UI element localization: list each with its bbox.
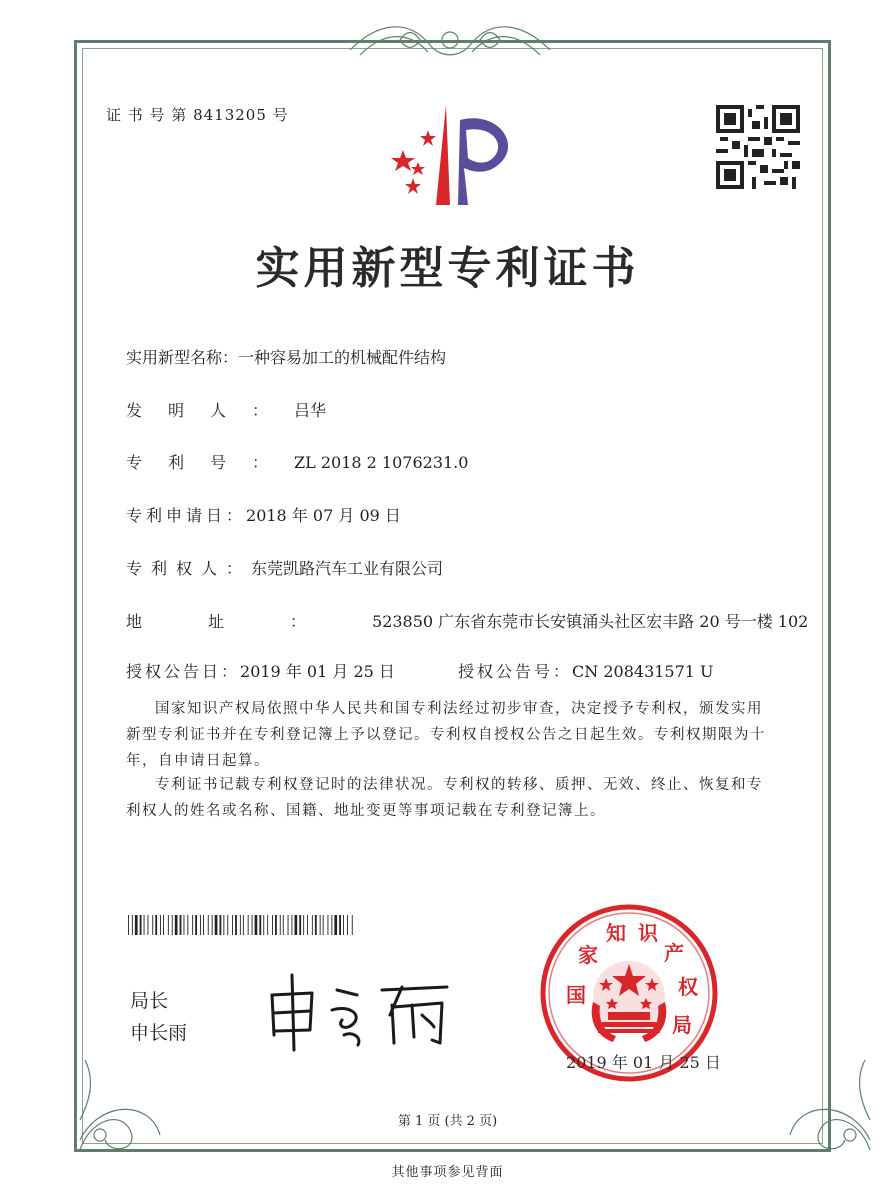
grant-number-row <box>458 659 714 682</box>
utility-model-name-value: 一种容易加工的机械配件结构 <box>238 348 447 367</box>
grant-date-row <box>126 659 395 682</box>
utility-model-name-row <box>126 345 446 368</box>
seal-char-6: 权 <box>678 975 698 999</box>
director-title: 局长 <box>130 990 169 1012</box>
cnipa-logo-icon <box>388 100 523 210</box>
barcode <box>128 915 353 935</box>
seal-char-4: 识 <box>638 921 658 945</box>
filing-date-value: 2018 年 07 月 09 日 <box>246 506 401 525</box>
inventor-label: 发明人： <box>126 401 295 420</box>
address-row <box>126 609 808 632</box>
seal-char-2: 家 <box>578 943 598 967</box>
utility-model-name-label: 实用新型名称： <box>126 348 239 367</box>
seal-char-7: 局 <box>672 1013 692 1037</box>
patentee-value: 东莞凯路汽车工业有限公司 <box>251 559 444 578</box>
legal-status-paragraph: 专利证书记载专利权登记时的法律状况。专利权的转移、质押、无效、终止、恢复和专利权人的姓名或名称、国籍、地址变更等事项记载在专利登记簿上。 <box>126 777 763 819</box>
patent-number-value: ZL 2018 2 1076231.0 <box>294 453 469 472</box>
filing-date-row <box>126 503 401 526</box>
inventor-value: 吕华 <box>294 401 327 420</box>
address-value: 523850 广东省东莞市长安镇涌头社区宏丰路 20 号一楼 102 <box>372 612 809 631</box>
footer-note: 其他事项参见背面 <box>391 1165 504 1180</box>
grant-date-value: 2019 年 01 月 25 日 <box>240 662 395 681</box>
inventor-row <box>126 398 326 421</box>
qr-code <box>716 105 800 189</box>
seal-char-3: 知 <box>606 921 626 945</box>
seal-date: 2019 年 01 月 25 日 <box>566 1053 721 1072</box>
bottom-right-ornament <box>770 1040 880 1160</box>
patentee-row <box>126 556 443 579</box>
top-ornament <box>340 10 560 70</box>
director-name: 申长雨 <box>130 1022 188 1044</box>
page-indicator: 第 1 页 (共 2 页) <box>397 1114 498 1129</box>
grant-number-value: CN 208431571 U <box>572 662 714 681</box>
patent-number-label: 专利号： <box>126 453 295 472</box>
director-signature <box>262 965 462 1055</box>
filing-date-label: 专利申请日： <box>126 506 247 525</box>
address-label: 地址： <box>126 612 373 631</box>
grant-statement-paragraph: 国家知识产权局依照中华人民共和国专利法经过初步审查，决定授予专利权，颁发实用新型专利证书并在专利登记簿上予以登记。专利权自授权公告之日起生效。专利权期限为十年，自申请日起算。 <box>126 701 766 769</box>
bottom-left-ornament <box>70 1040 180 1160</box>
certificate-title: 实用新型专利证书 <box>255 243 640 294</box>
patentee-label: 专利权人： <box>126 559 252 578</box>
patent-number-row <box>126 450 468 473</box>
grant-date-label: 授权公告日： <box>126 662 241 681</box>
seal-char-5: 产 <box>664 941 684 965</box>
grant-number-label: 授权公告号： <box>458 662 573 681</box>
seal-char-1: 国 <box>566 983 586 1007</box>
certificate-number: 证 书 号 第 8413205 号 <box>106 106 289 124</box>
